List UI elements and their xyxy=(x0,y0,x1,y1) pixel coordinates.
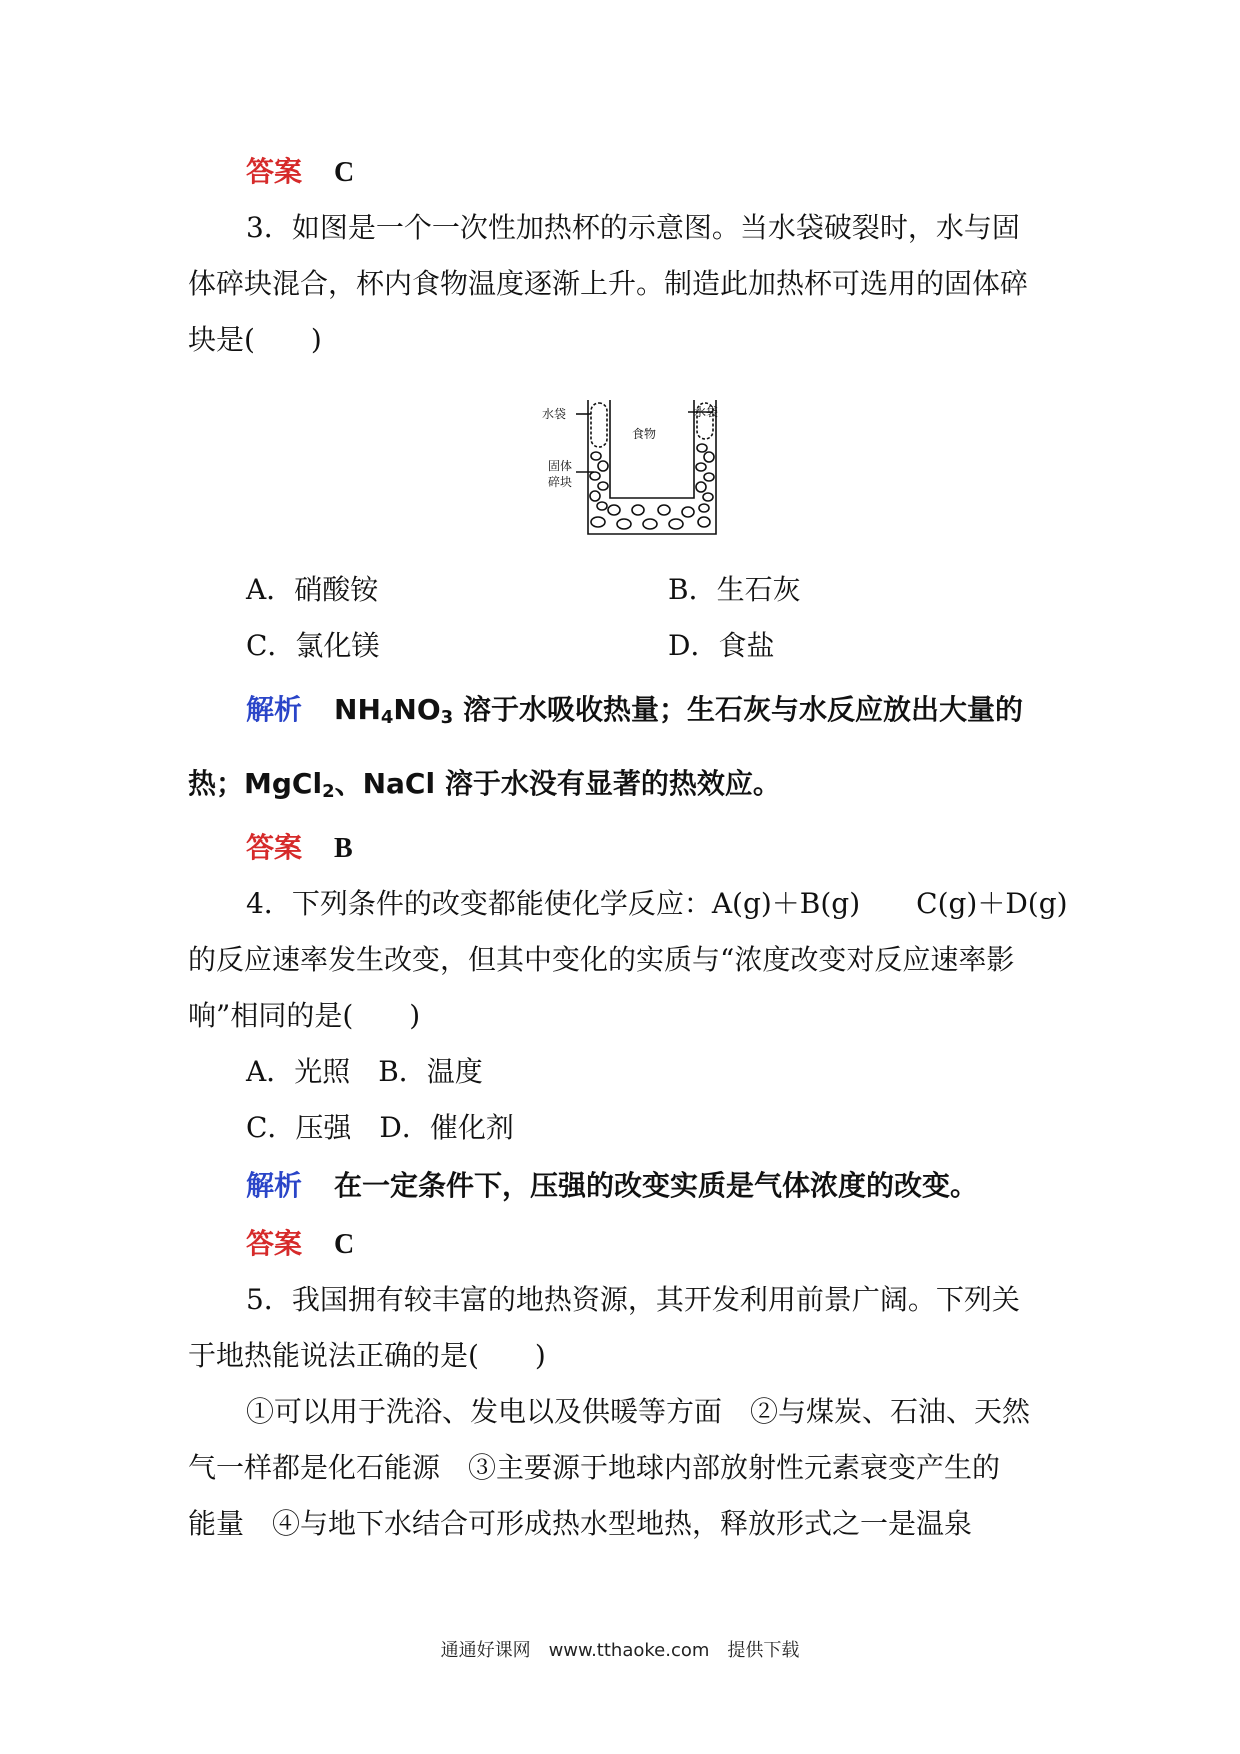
analysis-text-a: NH xyxy=(334,693,381,726)
analysis-text-c: 溶于水吸收热量；生石灰与水反应放出大量的 xyxy=(453,693,1023,726)
analysis-text-d: 热；MgCl xyxy=(188,767,323,800)
q3-option-a: A．硝酸铵 xyxy=(246,573,379,606)
q3-line-3: 块是( ) xyxy=(188,323,322,356)
solid-label-2: 碎块 xyxy=(548,475,573,489)
analysis-text: 在一定条件下，压强的改变实质是气体浓度的改变。 xyxy=(334,1169,979,1202)
analysis-text-e: 、NaCl 溶于水没有显著的热效应。 xyxy=(334,767,781,800)
q4-answer-line xyxy=(246,1226,354,1263)
solid-label-1: 固体 xyxy=(548,459,573,473)
q4-options-2: C．压强 D．催化剂 xyxy=(246,1111,514,1144)
q5-line-4: 气一样都是化石能源 ③主要源于地球内部放射性元素衰变产生的 xyxy=(188,1451,1001,1484)
q5-line-5: 能量 ④与地下水结合可形成热水型地热，释放形式之一是温泉 xyxy=(188,1507,973,1540)
answer-value: B xyxy=(334,833,353,864)
q3-analysis-line-1 xyxy=(246,692,1023,736)
q3-option-b: B．生石灰 xyxy=(668,573,801,606)
q3-line-2: 体碎块混合，杯内食物温度逐渐上升。制造此加热杯可选用的固体碎 xyxy=(188,267,1029,300)
answer-line-1 xyxy=(246,154,354,191)
right-water-bag-label: 水袋 xyxy=(693,405,718,419)
answer-value: C xyxy=(334,1229,355,1260)
q5-line-3: ①可以用于洗浴、发电以及供暖等方面 ②与煤炭、石油、天然 xyxy=(246,1395,1031,1428)
q4-line-2: 的反应速率发生改变，但其中变化的实质与“浓度改变对反应速率影 xyxy=(188,943,1015,976)
q3-analysis-line-2 xyxy=(188,766,781,810)
heating-cup-svg xyxy=(540,394,720,540)
analysis-sub-1: 4 xyxy=(380,707,394,728)
analysis-sub-3: 2 xyxy=(322,781,335,802)
heating-cup-diagram xyxy=(540,394,720,540)
q3-line-1: 3．如图是一个一次性加热杯的示意图。当水袋破裂时，水与固 xyxy=(246,211,1020,244)
answer-value: C xyxy=(334,157,355,188)
q4-analysis-line xyxy=(246,1168,978,1204)
q3-answer-line xyxy=(246,830,353,867)
answer-label: 答案 xyxy=(246,831,303,864)
analysis-label: 解析 xyxy=(246,693,303,726)
q3-option-c: C．氯化镁 xyxy=(246,629,380,662)
analysis-text-b: NO xyxy=(393,693,441,726)
answer-label: 答案 xyxy=(246,155,303,188)
analysis-sub-2: 3 xyxy=(440,707,454,728)
q5-line-1: 5．我国拥有较丰富的地热资源，其开发利用前景广阔。下列关 xyxy=(246,1283,1020,1316)
q4-line-3: 响”相同的是( ) xyxy=(188,999,421,1032)
q4-options-1: A．光照 B．温度 xyxy=(246,1055,483,1088)
page-footer: 通通好课网 www.tthaoke.com 提供下载 xyxy=(440,1640,800,1661)
left-water-bag-label: 水袋 xyxy=(542,407,567,421)
q5-line-2: 于地热能说法正确的是( ) xyxy=(188,1339,546,1372)
answer-label: 答案 xyxy=(246,1227,303,1260)
q4-line-1: 4．下列条件的改变都能使化学反应：A(g)＋B(g) C(g)＋D(g) xyxy=(246,887,1068,920)
food-label: 食物 xyxy=(632,427,657,441)
analysis-label: 解析 xyxy=(246,1169,303,1202)
q3-option-d: D．食盐 xyxy=(668,629,775,662)
